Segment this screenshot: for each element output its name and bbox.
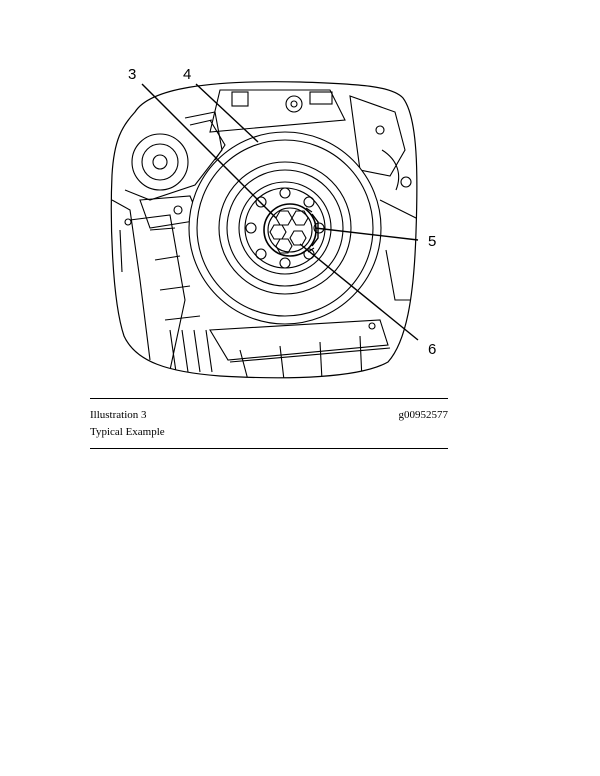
image-id: g00952577 (398, 409, 448, 421)
callout-6: 6 (428, 341, 437, 358)
caption-bottom-rule (90, 448, 448, 449)
callout-5: 5 (428, 233, 437, 250)
callout-3: 3 (128, 66, 137, 83)
engine-damper-illustration (100, 60, 460, 380)
illustration-label: Illustration 3 (90, 409, 147, 421)
callout-4: 4 (183, 66, 192, 83)
illustration-description: Typical Example (90, 426, 165, 438)
caption-top-rule (90, 398, 448, 399)
